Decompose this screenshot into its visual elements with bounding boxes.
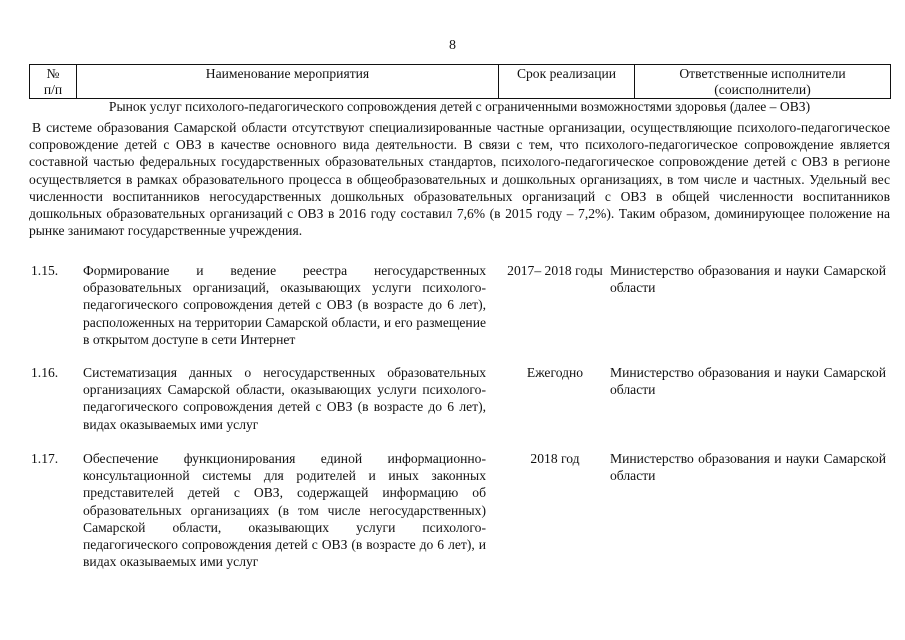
section-title: Рынок услуг психолого-педагогического сопровождения детей с ограниченными возможностями здоровья (далее – ОВЗ) [108,99,811,114]
row-name: Обеспечение функционирования единой информационно-консультационной системы для родителей и иных законных представителей детей с ОВЗ, содержащей информацию об образовательных организациях (в том числе негосударственных) Самарской области, оказывающих услуги психолого-педагогического сопровождения детей с ОВЗ (в возрасте до 6 лет), и видах оказываемых ими услуг [83,451,486,570]
row-name: Систематизация данных о негосударственных образовательных организациях Самарской области, оказывающих услуги психолого-педагогического сопровождения детей с ОВЗ (в возрасте до 6 лет), видах оказываемых ими услуг [83,365,486,432]
row-executor: Министерство образования и науки Самарской области [610,365,886,398]
row-term: Ежегодно [526,365,584,380]
page-number: 8 [449,38,456,53]
table-header [29,64,891,99]
header-number: № п/п [30,65,77,99]
header-name: Наименование мероприятия [77,65,499,99]
row-number: 1.16. [31,365,59,380]
row-number: 1.17. [31,451,59,466]
row-term: 2018 год [530,451,580,466]
header-executors: Ответственные исполнители (соисполнители) [635,65,891,99]
row-executor: Министерство образования и науки Самарской области [610,263,886,296]
row-name: Формирование и ведение реестра негосударственных образовательных организаций, оказывающих услуги психолого-педагогического сопровождения детей с ОВЗ (в возрасте до 6 лет), расположенных на территории Самарской области, и его размещение в открытом доступе в сети Интернет [83,263,486,347]
row-executor: Министерство образования и науки Самарской области [610,451,886,484]
intro-paragraph: В системе образования Самарской области отсутствуют специализированные частные организации, осуществляющие психолого-педагогическое сопровождение детей с ОВЗ в качестве основного вида деятельности. В связи с тем, что психолого-педагогическое сопровождение является составной частью федеральных государственных образовательных стандартов, психолого-педагогическое сопровождение детей с ОВЗ в регионе осуществляется в рамках образовательного процесса в общеобразовательных и дошкольных организациях, в том числе и частных. Удельный вес численности воспитанников негосударственных дошкольных образовательных организаций с ОВЗ в общей численности воспитанников дошкольных образовательных организаций с ОВЗ в 2016 году составил 7,6% (в 2015 году – 7,2%). Таким образом, доминирующее положение на рынке занимают государственные учреждения. [29,120,890,239]
row-number: 1.15. [31,263,59,278]
row-term: 2017– 2018 годы [507,263,603,278]
header-term: Срок реализации [499,65,635,99]
